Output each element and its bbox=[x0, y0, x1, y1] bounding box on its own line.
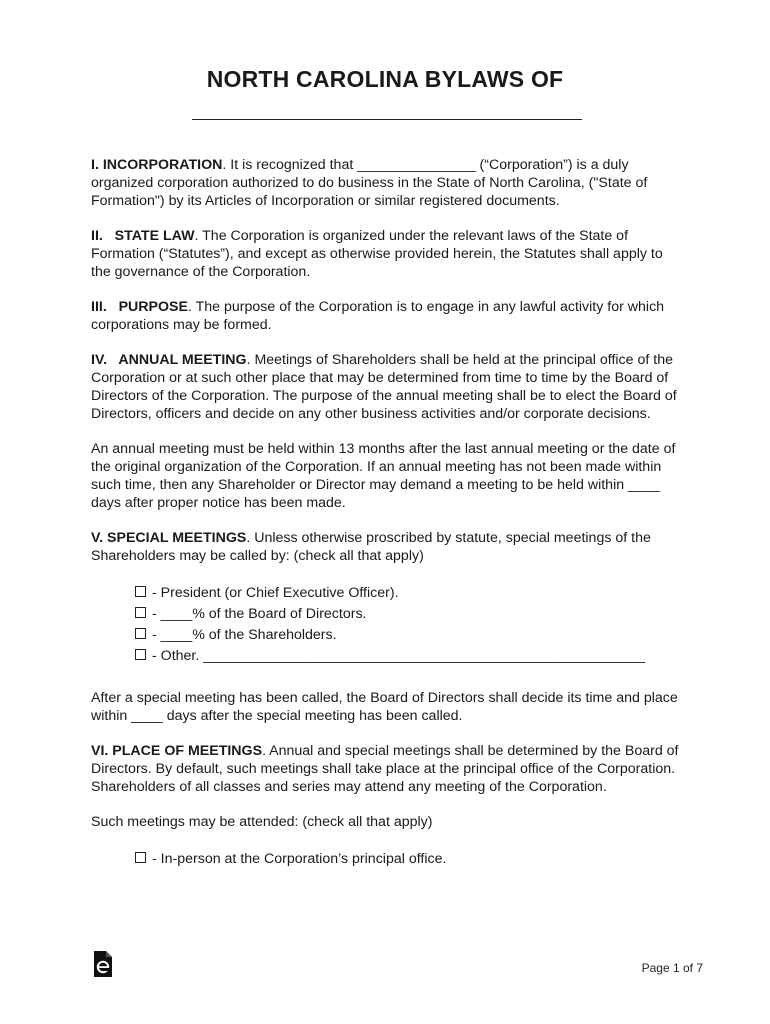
section-text: . It is recognized that bbox=[222, 157, 358, 173]
option-label: - In-person at the Corporation’s principal office. bbox=[152, 851, 447, 867]
section-text: (“Corporation”) is a duly organized corporation authorized to do business in the State of North Carolina, ("State of Formation") by its Articles of Incorporation or similar registered documents. bbox=[91, 157, 648, 209]
option-label: - Other. ________________________________________________________ bbox=[152, 648, 646, 664]
option-label: - ____% of the Board of Directors. bbox=[152, 606, 367, 622]
list-item bbox=[135, 583, 683, 604]
section-purpose bbox=[91, 298, 683, 334]
list-item bbox=[135, 849, 683, 870]
option-label: - President (or Chief Executive Officer). bbox=[152, 585, 399, 601]
section-text: . Meetings of Shareholders shall be held at the principal office of the Corporation or at such other place that may be determined from time to time by the Board of Directors of the Corporation. The purpose of the annual meeting shall be to elect the Board of Directors, officers and decide on any other business activities and/or corporate decisions. bbox=[91, 352, 677, 422]
document-title: NORTH CAROLINA BYLAWS OF bbox=[206, 66, 564, 92]
checkbox-shareholders[interactable] bbox=[135, 628, 146, 639]
option-label: - ____% of the Shareholders. bbox=[152, 627, 337, 643]
section-annual-meeting bbox=[91, 351, 683, 423]
list-item bbox=[135, 604, 683, 625]
section-heading: III. PURPOSE bbox=[91, 299, 188, 315]
section-heading: II. STATE LAW bbox=[91, 228, 195, 244]
section-heading: V. SPECIAL MEETINGS bbox=[91, 530, 247, 546]
title-blank-line[interactable] bbox=[192, 119, 582, 120]
section-state-law bbox=[91, 227, 683, 281]
page-number: Page 1 of 7 bbox=[641, 961, 703, 975]
list-item bbox=[135, 625, 683, 646]
special-meetings-options bbox=[135, 583, 683, 667]
eforms-logo-icon bbox=[92, 950, 114, 978]
checkbox-in-person[interactable] bbox=[135, 852, 146, 863]
section-heading: I. INCORPORATION bbox=[91, 157, 223, 173]
document-body bbox=[91, 156, 683, 892]
section-place-of-meetings bbox=[91, 742, 683, 796]
checkbox-other[interactable] bbox=[135, 649, 146, 660]
section-special-meetings bbox=[91, 529, 683, 565]
checkbox-board[interactable] bbox=[135, 607, 146, 618]
section-heading: VI. PLACE OF MEETINGS bbox=[91, 743, 263, 759]
attendance-options bbox=[135, 849, 683, 870]
place-of-meetings-paragraph-2: Such meetings may be attended: (check all that apply) bbox=[91, 814, 433, 830]
section-heading: IV. ANNUAL MEETING bbox=[91, 352, 247, 368]
corporation-name-blank[interactable]: _______________ bbox=[357, 157, 476, 173]
section-text: . Unless otherwise proscribed by statute, special meetings of the Shareholders may be called by: (check all that apply) bbox=[91, 530, 651, 564]
section-incorporation bbox=[91, 156, 683, 210]
list-item bbox=[135, 646, 683, 667]
section-text: . The purpose of the Corporation is to engage in any lawful activity for which corporations may be formed. bbox=[91, 299, 665, 333]
special-meetings-after: After a special meeting has been called, the Board of Directors shall decide its time and place within ____ days after the special meeting has been called. bbox=[91, 690, 678, 724]
checkbox-president[interactable] bbox=[135, 586, 146, 597]
annual-meeting-paragraph-2: An annual meeting must be held within 13 months after the last annual meeting or the date of the original organization of the Corporation. If an annual meeting has not been made within such time, then any Shareholder or Director may demand a meeting to be held within ____ days after proper notice has been made. bbox=[91, 441, 676, 511]
section-text: . Annual and special meetings shall be determined by the Board of Directors. By default, such meetings shall take place at the principal office of the Corporation. Shareholders of all classes and series may attend any meeting of the Corporation. bbox=[91, 743, 679, 795]
section-text: . The Corporation is organized under the relevant laws of the State of Formation (“Statutes”), and except as otherwise provided herein, the Statutes shall apply to the governance of the Corporation. bbox=[91, 228, 663, 280]
